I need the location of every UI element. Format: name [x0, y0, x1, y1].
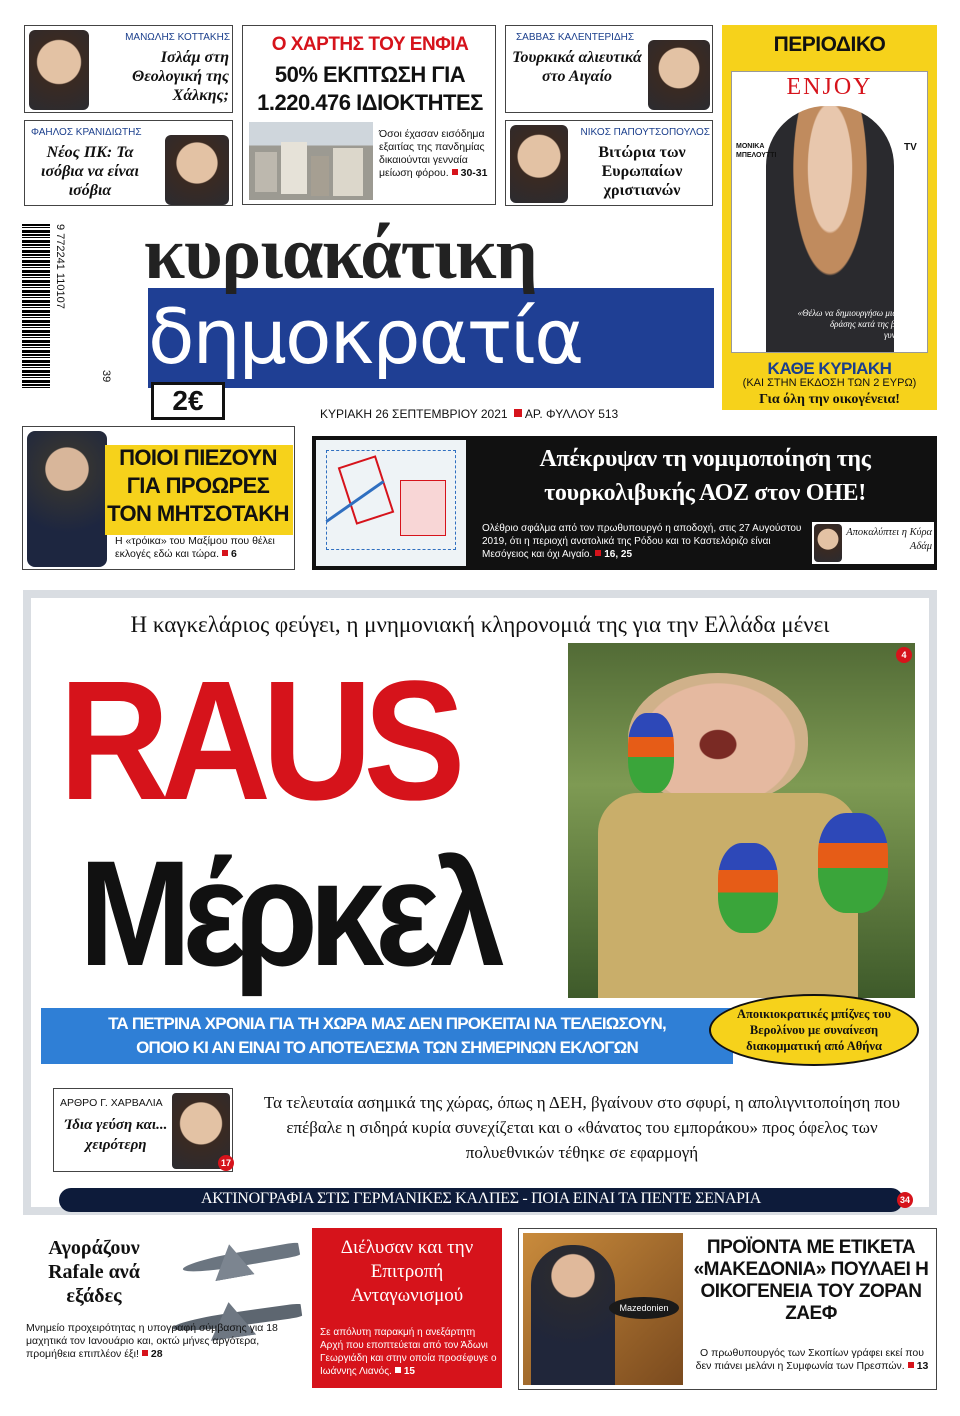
masthead-line-2: δημοκρατία [148, 292, 583, 381]
adam-photo [814, 524, 842, 562]
competition-headline: Διέλυσαν και την Επιτροπή Ανταγωνισμού [340, 1237, 474, 1306]
page-ref: 15 [403, 1366, 415, 1377]
teaser-title: Τουρκικά αλιευτικά στο Αιγαίο [512, 49, 642, 85]
rafale-body [26, 1322, 308, 1361]
macedonia-body-text: Ο πρωθυπουργός των Σκοπίων γράφει εκεί που δεν πιάνει μελάνι η Συμφωνία των Πρεσπών. [695, 1347, 924, 1372]
main-banner [41, 1008, 733, 1064]
magazine-edition: (ΚΑΙ ΣΤΗΝ ΕΚΔΟΣΗ ΤΩΝ 2 ΕΥΡΩ) [742, 377, 917, 389]
mazedonien-sign: Mazedonien [609, 1297, 679, 1319]
enfia-body-text: Όσοι έχασαν εισόδημα εξαιτίας της πανδημίας δικαιούνται γενναία μείωση φόρου. [379, 128, 485, 179]
main-merkel: Μέρκελ [79, 829, 497, 997]
banner-line-2: ΟΠΟΙΟ ΚΙ ΑΝ ΕΙΝΑΙ ΤΟ ΑΠΟΤΕΛΕΣΜΑ ΤΩΝ ΣΗΜΕΡΙΝΩΝ ΕΚΛΟΓΩΝ [136, 1038, 638, 1057]
bottom-bar-text: ΑΚΤΙΝΟΓΡΑΦΙΑ ΣΤΙΣ ΓΕΡΜΑΝΙΚΕΣ ΚΑΛΠΕΣ - ΠΟΙΑ ΕΙΝΑΙ ΤΑ ΠΕΝΤΕ ΣΕΝΑΡΙΑ [201, 1190, 761, 1207]
magazine-label: ΠΕΡΙΟΔΙΚΟ [773, 33, 886, 56]
magazine-every: ΚΑΘΕ ΚΥΡΙΑΚΗ [767, 359, 892, 378]
teaser-kottakis[interactable] [24, 25, 233, 113]
parrot-2 [718, 843, 778, 933]
issue-date-line [320, 407, 720, 421]
magazine-family: Για όλη την οικογένεια! [759, 392, 900, 407]
teaser-author: ΝΙΚΟΣ ΠΑΠΟΥΤΣΟΠΟΥΛΟΣ [580, 127, 710, 138]
mitsotakis-headline-2: ΓΙΑ ΠΡΟΩΡΕΣ [126, 473, 270, 498]
page-bullet [595, 550, 601, 556]
mitsotakis-headline-3: ΤΟΝ ΜΗΤΣΟΤΑΚΗ [107, 501, 289, 526]
enfia-kicker: Ο ΧΑΡΤΗΣ ΤΟΥ ΕΝΦΙΑ [271, 34, 469, 55]
page-ref: 28 [150, 1348, 163, 1360]
page-bullet [395, 1367, 401, 1373]
teaser-kalenteridis[interactable] [505, 25, 713, 113]
aoz-story[interactable] [312, 436, 937, 570]
aoz-map [316, 440, 466, 566]
main-body: Τα τελευταία ασημικά της χώρας, όπως η ΔΕΗ, βγαίνουν στο σφυρί, η απολιγνιτοποίηση που επέβαλε η σιδηρά κυρία συνεχίζεται και ο «θάνατος του εμποράκου» προς όφελος των πολυεθνικών τέθηκε σε εφαρμογή [263, 1093, 901, 1162]
masthead-line-1: κυριακάτικη [144, 213, 537, 295]
photo-page-badge: 4 [896, 647, 912, 663]
bottom-bar [59, 1188, 903, 1212]
page-ref: 30-31 [460, 167, 488, 179]
teaser-papoutsopoulos[interactable] [505, 120, 713, 206]
price-badge: 2€ [151, 382, 225, 420]
teaser-title: Βιτώρια των Ευρωπαίων χριστιανών [598, 144, 686, 199]
macedonia-headline: ΠΡΟΪΟΝΤΑ ΜΕ ΕΤΙΚΕΤΑ «ΜΑΚΕΔΟΝΙΑ» ΠΟΥΛΑΕΙ Η ΟΙΚΟΓΕΝΕΙΑ ΤΟΥ ΖΟΡΑΝ ΖΑΕΦ [693, 1237, 929, 1324]
mitsotakis-body-text: Η «τρόικα» του Μαξίμου που θέλει εκλογές εδώ και τώρα. [115, 535, 275, 560]
magazine-promo[interactable] [722, 25, 937, 410]
author-photo [29, 30, 89, 110]
mitsotakis-story[interactable] [22, 426, 295, 570]
enfia-body [379, 128, 493, 180]
cover-name: ΜΟΝΙΚΑ ΜΠΕΛΟΥΤΤΙ [736, 143, 777, 159]
teaser-author: ΣΑΒΒΑΣ ΚΑΛΕΝΤΕΡΙΔΗΣ [516, 32, 635, 43]
mitsotakis-body [115, 535, 291, 561]
aoz-body-text: Ολέθριο σφάλμα από τον πρωθυπουργό η αποδοχή, στις 27 Αυγούστου 2019, ότι η περιοχή ανατολικά της Ρόδου και το Καστελόριζο είναι Μεσόγειος και όχι Αιγαίο. [482, 523, 802, 560]
cover-title: ENJOY [786, 74, 873, 100]
competition-story[interactable] [312, 1228, 502, 1388]
harvalia-article[interactable] [53, 1088, 233, 1172]
zaev-photo [523, 1233, 683, 1385]
page-bullet [142, 1350, 148, 1356]
aoz-reveal-text: Αποκαλύπτει η Κύρα Αδάμ [846, 527, 932, 552]
mitsotakis-photo [27, 431, 107, 567]
parrot-3 [818, 813, 888, 913]
parrot-1 [628, 713, 674, 793]
harvalia-title: Ίδια γεύση και... χειρότερη [64, 1117, 168, 1153]
teaser-title: Νέος ΠΚ: Τα ισόβια να είναι ισόβια [41, 144, 139, 199]
enfia-headline-2: 1.220.476 ΙΔΙΟΚΤΗΤΕΣ [257, 90, 483, 115]
page-bullet [452, 169, 458, 175]
aoz-headline-1: Απέκρυψαν τη νομιμοποίηση της [539, 446, 871, 472]
page-bullet [222, 550, 228, 556]
masthead [108, 213, 714, 390]
page-ref: 13 [916, 1360, 929, 1372]
aoz-headline-2: τουρκολιβυκής ΑΟΖ στον ΟΗΕ! [544, 480, 866, 506]
magazine-cover[interactable] [731, 71, 928, 353]
issue-number: ΑΡ. ΦΥΛΛΟΥ 513 [524, 407, 619, 421]
macedonia-body [691, 1347, 933, 1373]
issue-date: ΚΥΡΙΑΚΗ 26 ΣΕΠΤΕΜΒΡΙΟΥ 2021 [320, 407, 508, 421]
barcode [22, 224, 50, 390]
teaser-author: ΜΑΝΩΛΗΣ ΚΟΤΤΑΚΗΣ [125, 32, 230, 43]
author-photo [510, 125, 568, 203]
enfia-story[interactable] [242, 25, 496, 205]
harvalia-page: 17 [218, 1155, 234, 1171]
author-photo [648, 40, 710, 110]
mitsotakis-headline-1: ΠΟΙΟΙ ΠΙΕΖΟΥΝ [119, 445, 277, 470]
teaser-author: ΦΑΗΛΟΣ ΚΡΑΝΙΔΙΩΤΗΣ [31, 127, 142, 138]
main-story[interactable] [23, 590, 937, 1215]
teaser-title: Ισλάμ στη Θεολογική της Χάλκης; [132, 49, 229, 104]
rafale-body-text: Μνημείο προχειρότητας η υπογραφή σύμβασης για 18 μαχητικά τον Ιανουάριο και, οκτώ μήνες αργότερα, προμήθεια επιπλέον έξι! [26, 1322, 278, 1360]
page-ref: 16, 25 [604, 549, 633, 560]
merkel-photo [568, 643, 915, 998]
teaser-kranidiotis[interactable] [24, 120, 233, 206]
rafale-story[interactable] [22, 1228, 308, 1396]
macedonia-story[interactable] [518, 1228, 937, 1390]
page-bullet [908, 1362, 914, 1368]
competition-body [320, 1326, 498, 1378]
bottom-bar-page: 34 [897, 1192, 913, 1208]
harvalia-author: ΑΡΘΡΟ Γ. ΧΑΡΒΑΛΙΑ [60, 1097, 163, 1109]
rafale-headline: Αγοράζουν Rafale ανά εξάδες [48, 1237, 140, 1307]
city-photo [249, 122, 373, 200]
banner-line-1: ΤΑ ΠΕΤΡΙΝΑ ΧΡΟΝΙΑ ΓΙΑ ΤΗ ΧΩΡΑ ΜΑΣ ΔΕΝ ΠΡΟΚΕΙΤΑΙ ΝΑ ΤΕΛΕΙΩΣΟΥΝ, [108, 1014, 666, 1033]
main-kicker: Η καγκελάριος φεύγει, η μνημονιακή κληρονομιά της για την Ελλάδα μένει [130, 612, 830, 637]
date-bullet [514, 409, 522, 417]
author-photo [165, 135, 229, 205]
main-oval: Αποικιοκρατικές μπίζνες του Βερολίνου με συναίνεση διακομματική από Αθήνα [709, 994, 919, 1066]
cover-quote: «Θέλω να δημιουργήσω μια ομάδα δράσης κατά της βίας των γυναικών» [797, 308, 922, 340]
cover-tv: TV [904, 142, 917, 153]
barcode-digits: 9 772241 110107 [54, 224, 66, 309]
aoz-reveal [812, 522, 934, 564]
page-ref: 6 [231, 548, 237, 560]
aoz-body [482, 522, 802, 561]
barcode-issue: 39 [100, 370, 112, 383]
main-raus: RAUS [59, 646, 457, 836]
enfia-headline-1: 50% ΕΚΠΤΩΣΗ ΓΙΑ [274, 62, 466, 87]
competition-body-text: Σε απόλυτη παρακμή η ανεξάρτητη Αρχή που εποπτεύεται από τον Άδωνι Γεωργιάδη και στην οποία προσέφυγε ο Ιωάννης Λιανός. [320, 1327, 497, 1377]
